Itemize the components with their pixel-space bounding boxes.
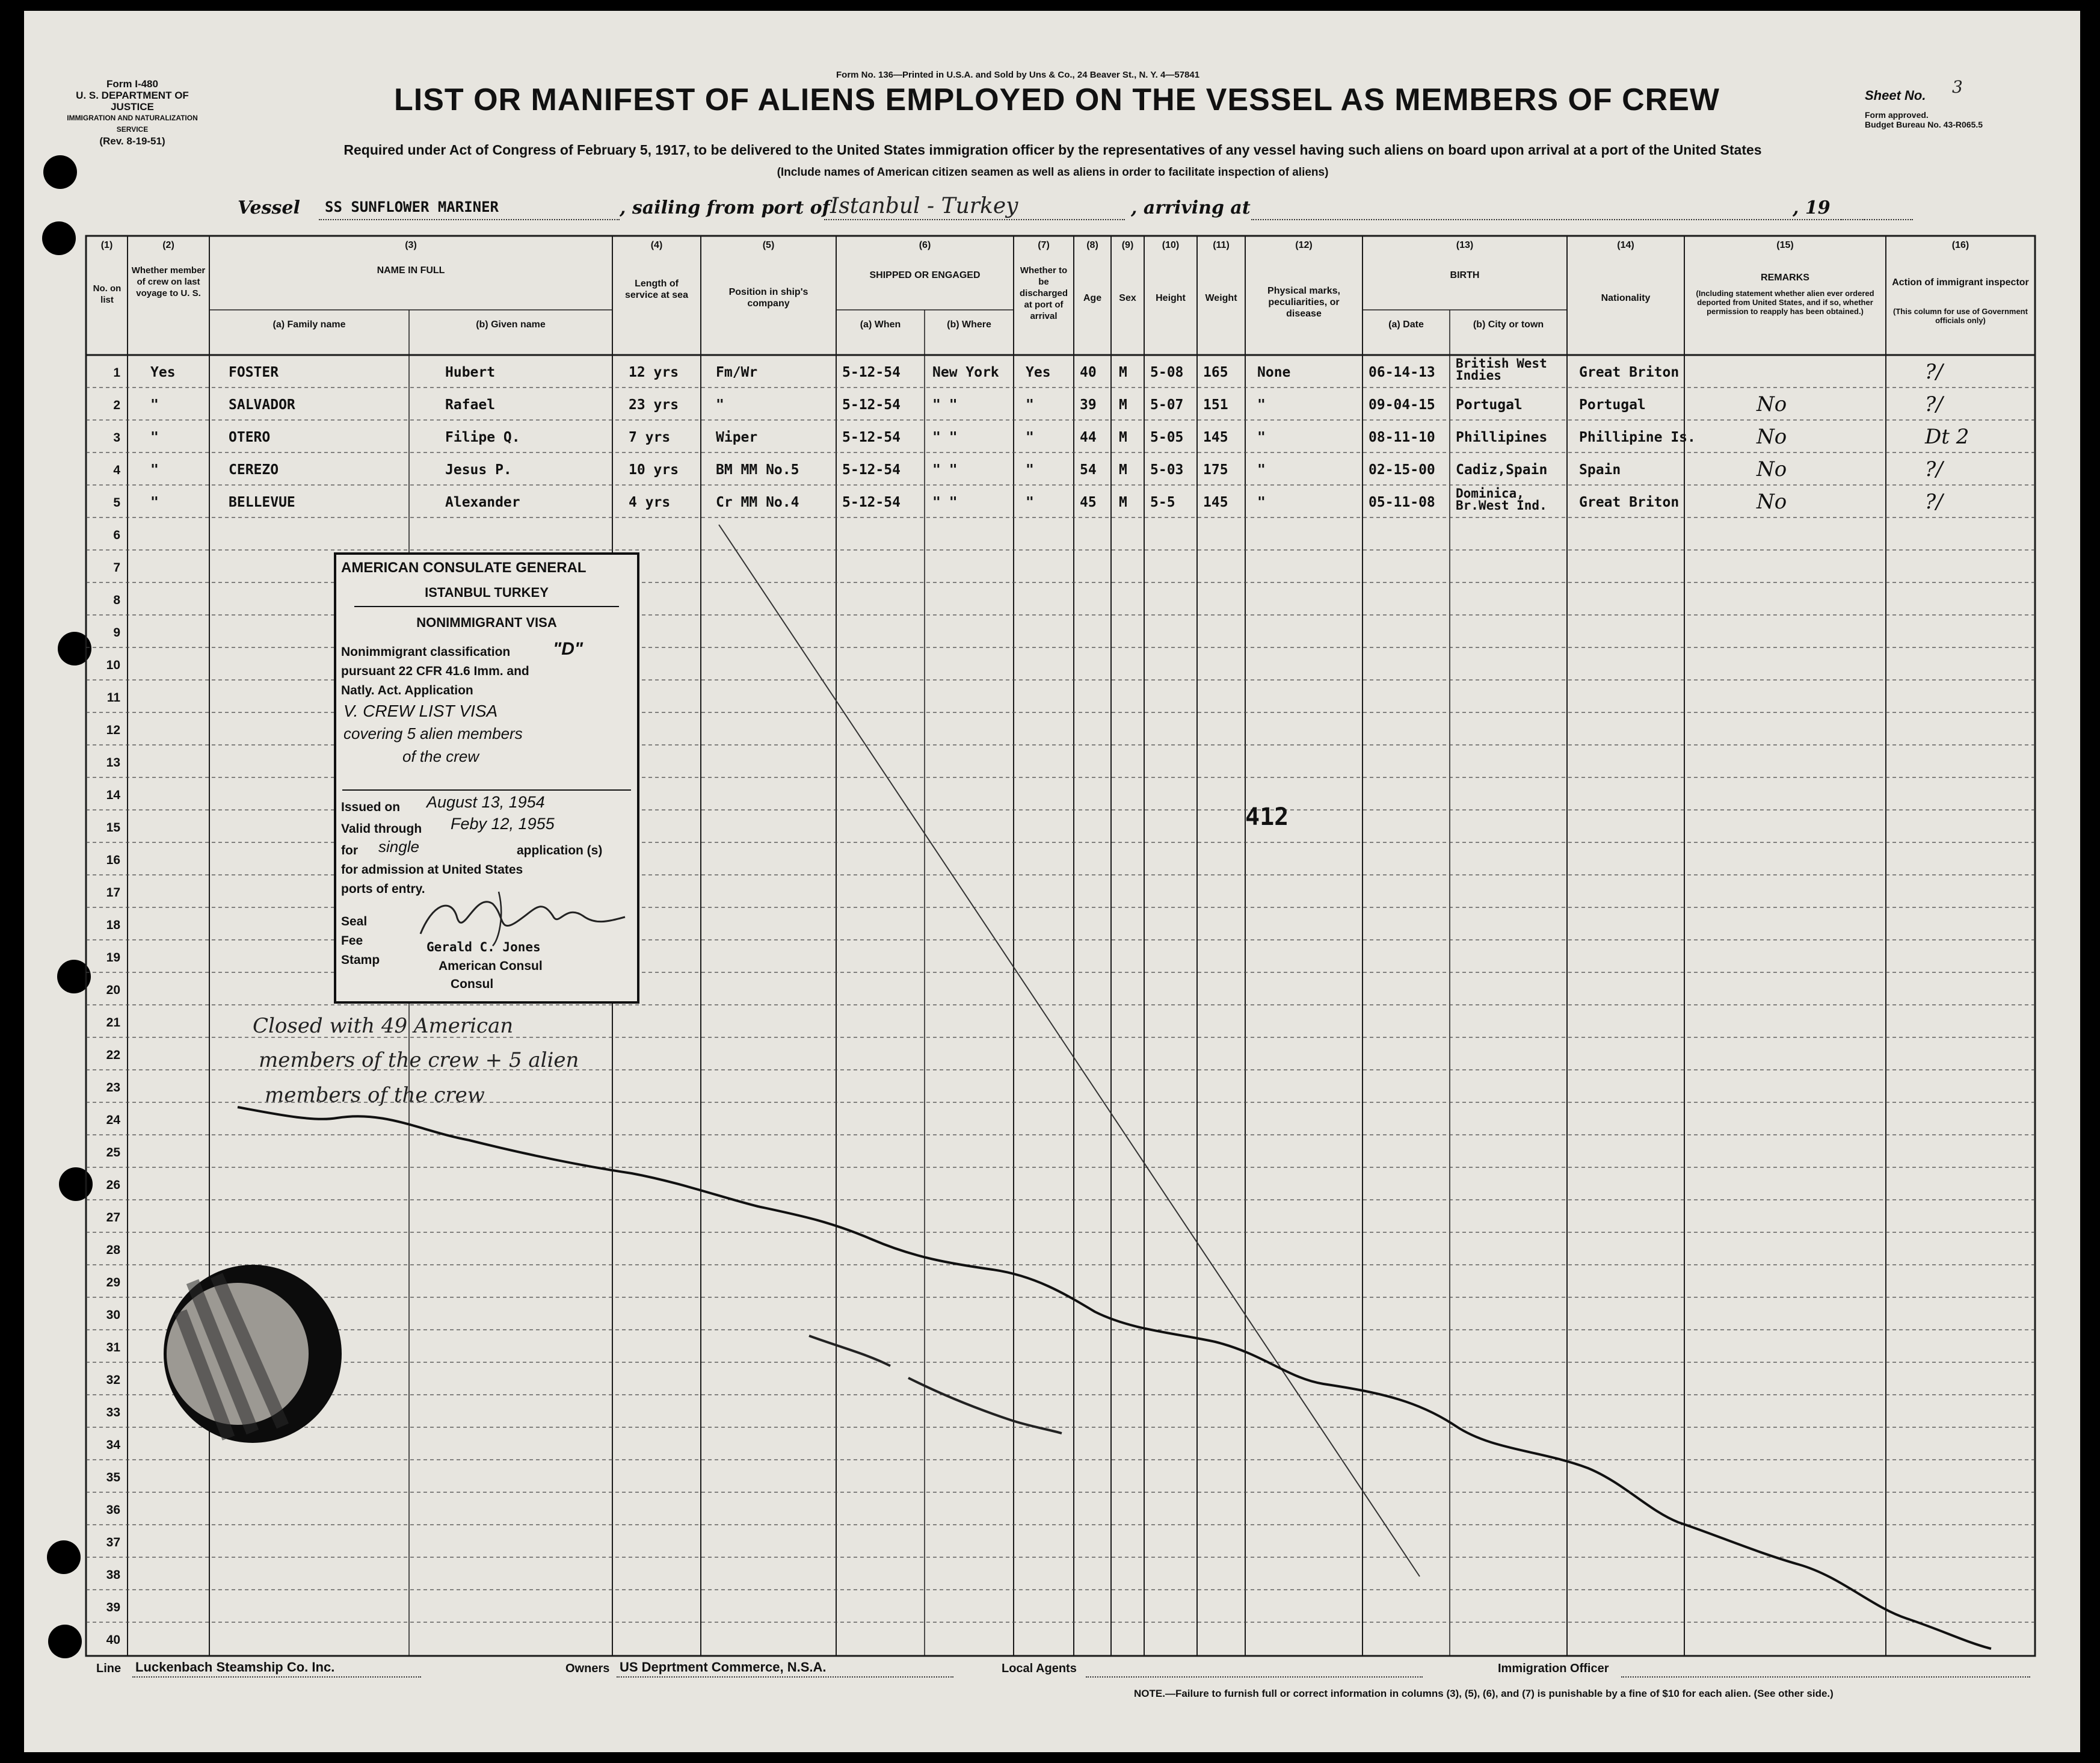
weight-cell: 151 [1203,397,1228,413]
col13b-header: (b) City or town [1473,320,1544,330]
shipped-date-cell: 5-12-54 [842,430,901,445]
row-number: 12 [106,723,120,737]
seal-label: Seal [341,915,368,928]
row-number: 25 [106,1146,120,1159]
stamp-label: Stamp [341,953,380,967]
row-number: 23 [106,1081,120,1095]
diagonal-cancel-line [719,525,1420,1576]
stamp-line2: ISTANBUL TURKEY [425,585,549,600]
owners-value: US Deprtment Commerce, N.S.A. [620,1660,827,1675]
col9-num: (9) [1121,240,1134,250]
sheet-number: 3 [1952,77,1963,97]
age-cell: 39 [1080,397,1097,413]
height-cell: 5-05 [1150,430,1184,445]
admission-label: for admission at United States [341,863,523,877]
row-number: 30 [106,1308,120,1322]
service-length-cell: 23 yrs [629,397,679,413]
stamp-natly: Natly. Act. Application [341,684,473,697]
valid-label: Valid through [341,822,422,836]
given-name-cell: Alexander [445,495,520,510]
for-value: single [378,838,419,856]
row-number: 22 [106,1048,120,1062]
stamp-hand2: covering 5 alien members [343,724,523,743]
ports-label: ports of entry. [341,882,425,896]
row-number: 40 [106,1633,120,1647]
col16-note: (This column for use of Government officials only) [1893,307,2028,325]
stamped-number: 412 [1245,803,1289,831]
discharge-cell: Yes [1026,365,1051,380]
age-cell: 44 [1080,430,1097,445]
given-name-cell: Rafael [445,397,496,413]
birth-place-cell: Cadiz,Spain [1456,462,1548,478]
row-number: 14 [106,788,120,802]
physical-marks-cell: " [1257,397,1266,413]
revision: (Rev. 8-19-51) [99,135,165,147]
row-number: 10 [106,658,120,672]
col5-num: (5) [762,240,775,250]
row-number: 27 [106,1211,120,1224]
sex-cell: M [1119,365,1127,380]
row-number: 32 [106,1373,120,1387]
wavy-cancel-line [238,1107,1991,1649]
sex-cell: M [1119,462,1127,478]
classification-value: "D" [553,639,584,659]
birth-place-cell: British West Indies [1456,356,1547,383]
family-name-cell: SALVADOR [229,397,295,413]
last-voyage-cell: " [150,397,159,413]
weight-cell: 145 [1203,495,1228,510]
stamp-pursuant: pursuant 22 CFR 41.6 Imm. and [341,664,529,678]
penalty-note: NOTE.—Failure to furnish full or correct information in columns (3), (5), (6), and (7) is punishable by a fine of $10 for each alien. (See other side.) [1134,1688,1834,1699]
shipped-place-cell: " " [932,495,958,510]
remarks-cell: No [1757,425,1787,449]
service-length-cell: 7 yrs [629,430,671,445]
family-name-cell: OTERO [229,430,271,445]
height-cell: 5-5 [1150,495,1175,510]
row-number: 24 [106,1113,120,1127]
row-number: 39 [106,1601,120,1614]
family-name-cell: BELLEVUE [229,495,295,510]
col7-num: (7) [1038,240,1050,250]
officer-label: Immigration Officer [1498,1662,1609,1675]
issued-label: Issued on [341,800,401,814]
birth-place-cell: Dominica, Br.West Ind. [1456,486,1547,513]
include-note: (Include names of American citizen seamen as well as aliens in order to facilitate inspection of aliens) [777,166,1329,179]
weight-cell: 145 [1203,430,1228,445]
col4-header: Length of service at sea [625,279,688,300]
service-length-cell: 4 yrs [629,495,671,510]
arriving-label: , arriving at [1131,197,1251,218]
inspector-action-cell: Dt 2 [1925,425,1969,449]
row-number: 31 [106,1341,120,1354]
col3b-header: (b) Given name [476,320,546,330]
row-number: 4 [113,463,120,477]
col10-header: Height [1156,293,1186,303]
row-number: 28 [106,1243,120,1257]
weight-cell: 175 [1203,462,1228,478]
row-number: 18 [106,918,120,932]
col6a-header: (a) When [860,320,901,330]
inspector-action-cell: ?/ [1925,392,1943,416]
fee-label: Fee [341,934,363,948]
birth-place-cell: Phillipines [1456,430,1548,445]
physical-marks-cell: " [1257,495,1266,510]
last-voyage-cell: " [150,430,159,445]
page-title: LIST OR MANIFEST OF ALIENS EMPLOYED ON THE VESSEL AS MEMBERS OF CREW [394,82,1720,117]
col1-header: No. on list [93,283,122,305]
remarks-cell: No [1757,457,1787,481]
col12-num: (12) [1295,240,1313,250]
height-cell: 5-08 [1150,365,1184,380]
service-length-cell: 12 yrs [629,365,679,380]
col15-note: (Including statement whether alien ever ordered deported from United States, and if so, whether permission to reapply has been obtained.) [1696,289,1874,316]
col7-header: Whether to be discharged at port of arrival [1019,265,1068,321]
col3-header: NAME IN FULL [377,265,445,276]
physical-marks-cell: " [1257,462,1266,478]
nationality-cell: Great Briton [1579,365,1680,380]
discharge-cell: " [1026,397,1034,413]
year-label: , 19 [1793,197,1831,218]
approval: Form approved. [1865,110,1929,120]
closing-note-line3: members of the crew [265,1083,485,1107]
closing-note-line1: Closed with 49 American [253,1014,514,1038]
age-cell: 40 [1080,365,1097,380]
position-cell: Fm/Wr [716,365,758,380]
col1-num: (1) [100,240,113,250]
row-number: 19 [106,951,120,965]
col2-header: Whether member of crew on last voyage to U. S. [131,265,206,298]
line-underline [132,1676,421,1678]
application-label: application (s) [517,844,603,857]
shipped-date-cell: 5-12-54 [842,495,901,510]
birth-date-cell: 05-11-08 [1369,495,1435,510]
col15-num: (15) [1776,240,1794,250]
nationality-cell: Phillipine Is. [1579,430,1696,445]
nationality-cell: Portugal [1579,397,1646,413]
discharge-cell: " [1026,495,1034,510]
col10-num: (10) [1162,240,1180,250]
sailing-port: Istanbul - Turkey [830,194,1018,218]
stamp-hand3: of the crew [402,747,479,765]
owners-underline [617,1676,953,1678]
embossed-seal [164,1265,342,1443]
officer-underline [1621,1676,2030,1678]
col3a-header: (a) Family name [273,320,346,330]
height-cell: 5-03 [1150,462,1184,478]
classification-label: Nonimmigrant classification [341,645,511,659]
given-name-cell: Filipe Q. [445,430,520,445]
row-number: 38 [106,1568,120,1582]
col3-num: (3) [405,240,417,250]
last-voyage-cell: Yes [150,365,176,380]
consul-title: American Consul [439,959,543,973]
for-label: for [341,844,358,857]
line-label: Line [96,1662,122,1675]
col12-header: Physical marks, peculiarities, or disease [1267,286,1340,319]
col14-header: Nationality [1601,293,1651,303]
agents-label: Local Agents [1002,1662,1077,1675]
physical-marks-cell: " [1257,430,1266,445]
family-name-cell: CEREZO [229,462,279,478]
row-number: 11 [106,691,120,705]
last-voyage-cell: " [150,462,159,478]
printer-line: Form No. 136—Printed in U.S.A. and Sold by Uns & Co., 24 Beaver St., N. Y. 4—57841 [836,70,1200,80]
physical-marks-cell: None [1257,365,1291,380]
height-cell: 5-07 [1150,397,1184,413]
sheet-label: Sheet No. [1865,88,1926,103]
col15-header: REMARKS [1761,273,1809,283]
stamp-line3: NONIMMIGRANT VISA [416,615,557,630]
age-cell: 45 [1080,495,1097,510]
service-length-cell: 10 yrs [629,462,679,478]
position-cell: Wiper [716,430,758,445]
row-number: 20 [106,983,120,997]
birth-place-cell: Portugal [1456,397,1523,413]
remarks-cell: No [1757,490,1787,514]
shipped-date-cell: 5-12-54 [842,462,901,478]
shipped-place-cell: " " [932,430,958,445]
row-number: 34 [106,1438,120,1452]
row-number: 36 [106,1503,120,1517]
remarks-cell: No [1757,392,1787,416]
sex-cell: M [1119,397,1127,413]
sex-cell: M [1119,430,1127,445]
given-name-cell: Jesus P. [445,462,512,478]
discharge-cell: " [1026,430,1034,445]
shipped-place-cell: " " [932,397,958,413]
agents-underline [1086,1676,1423,1678]
shipped-place-cell: New York [932,365,999,380]
shipped-date-cell: 5-12-54 [842,397,901,413]
consul-name: Gerald C. Jones [426,940,541,954]
row-number: 3 [113,431,120,445]
col5-header: Position in ship's company [728,287,808,309]
stamp-hand1: V. CREW LIST VISA [343,702,498,720]
inspector-action-cell: ?/ [1925,490,1943,514]
row-number: 17 [106,886,120,900]
row-number: 35 [106,1471,120,1484]
inspector-action-cell: ?/ [1925,457,1943,481]
col16-header: Action of immigrant inspector [1892,277,2029,288]
row-number: 21 [106,1016,120,1030]
col16-num: (16) [1951,240,1969,250]
col11-num: (11) [1213,240,1230,250]
row-number: 13 [106,756,120,770]
issued-date: August 13, 1954 [426,793,545,811]
weight-cell: 165 [1203,365,1228,380]
col6b-header: (b) Where [947,320,991,330]
last-voyage-cell: " [150,495,159,510]
row-number: 26 [106,1178,120,1192]
sex-cell: M [1119,495,1127,510]
col14-num: (14) [1617,240,1634,250]
age-cell: 54 [1080,462,1097,478]
valid-date: Feby 12, 1955 [451,815,555,833]
row-number: 37 [106,1536,120,1549]
nationality-cell: Spain [1579,462,1621,478]
position-cell: Cr MM No.4 [716,495,799,510]
row-number: 16 [106,853,120,867]
department: U. S. DEPARTMENT OF JUSTICE [76,90,189,113]
row-number: 7 [113,561,120,575]
col4-num: (4) [650,240,663,250]
stamp-line1: AMERICAN CONSULATE GENERAL [341,560,587,576]
row-number: 5 [113,496,120,510]
shipped-date-cell: 5-12-54 [842,365,901,380]
discharge-cell: " [1026,462,1034,478]
col6-header: SHIPPED OR ENGAGED [869,270,981,280]
row-number: 1 [113,366,120,380]
shipped-place-cell: " " [932,462,958,478]
birth-date-cell: 08-11-10 [1369,430,1435,445]
vessel-name: SS SUNFLOWER MARINER [325,199,499,215]
form-id: Form I-480 [106,78,158,90]
scribble-mark [809,1336,1062,1433]
row-number: 29 [106,1276,120,1289]
col13-num: (13) [1456,240,1474,250]
owners-label: Owners [565,1662,610,1675]
service: IMMIGRATION AND NATURALIZATION SERVICE [67,114,198,134]
col2-num: (2) [162,240,174,250]
birth-date-cell: 06-14-13 [1369,365,1435,380]
col13-header: BIRTH [1450,270,1480,280]
row-number: 6 [113,528,120,542]
budget-bureau: Budget Bureau No. 43-R065.5 [1865,120,1983,129]
requirement-text: Required under Act of Congress of February 5, 1917, to be delivered to the United States immigration officer by the representatives of any vessel having such aliens on board upon arrival at a port of the United States [343,142,1762,158]
sailing-label: , sailing from port of [620,197,830,218]
position-cell: BM MM No.5 [716,462,799,478]
col13a-header: (a) Date [1388,320,1424,330]
family-name-cell: FOSTER [229,365,279,380]
row-number: 9 [113,626,120,640]
birth-date-cell: 09-04-15 [1369,397,1435,413]
vessel-label: Vessel [238,197,300,218]
row-number: 8 [113,593,120,607]
consul-word: Consul [451,977,494,991]
inspector-action-cell: ?/ [1925,360,1943,384]
row-number: 33 [106,1406,120,1419]
position-cell: " [716,397,724,413]
col11-header: Weight [1205,293,1237,303]
row-number: 15 [106,821,120,835]
given-name-cell: Hubert [445,365,496,380]
col8-header: Age [1083,293,1102,303]
closing-note-line2: members of the crew + 5 alien [259,1048,579,1072]
line-value: Luckenbach Steamship Co. Inc. [135,1660,335,1675]
nationality-cell: Great Briton [1579,495,1680,510]
col9-header: Sex [1119,293,1136,303]
row-number: 2 [113,398,120,412]
birth-date-cell: 02-15-00 [1369,462,1435,478]
col6-num: (6) [919,240,931,250]
col8-num: (8) [1086,240,1098,250]
